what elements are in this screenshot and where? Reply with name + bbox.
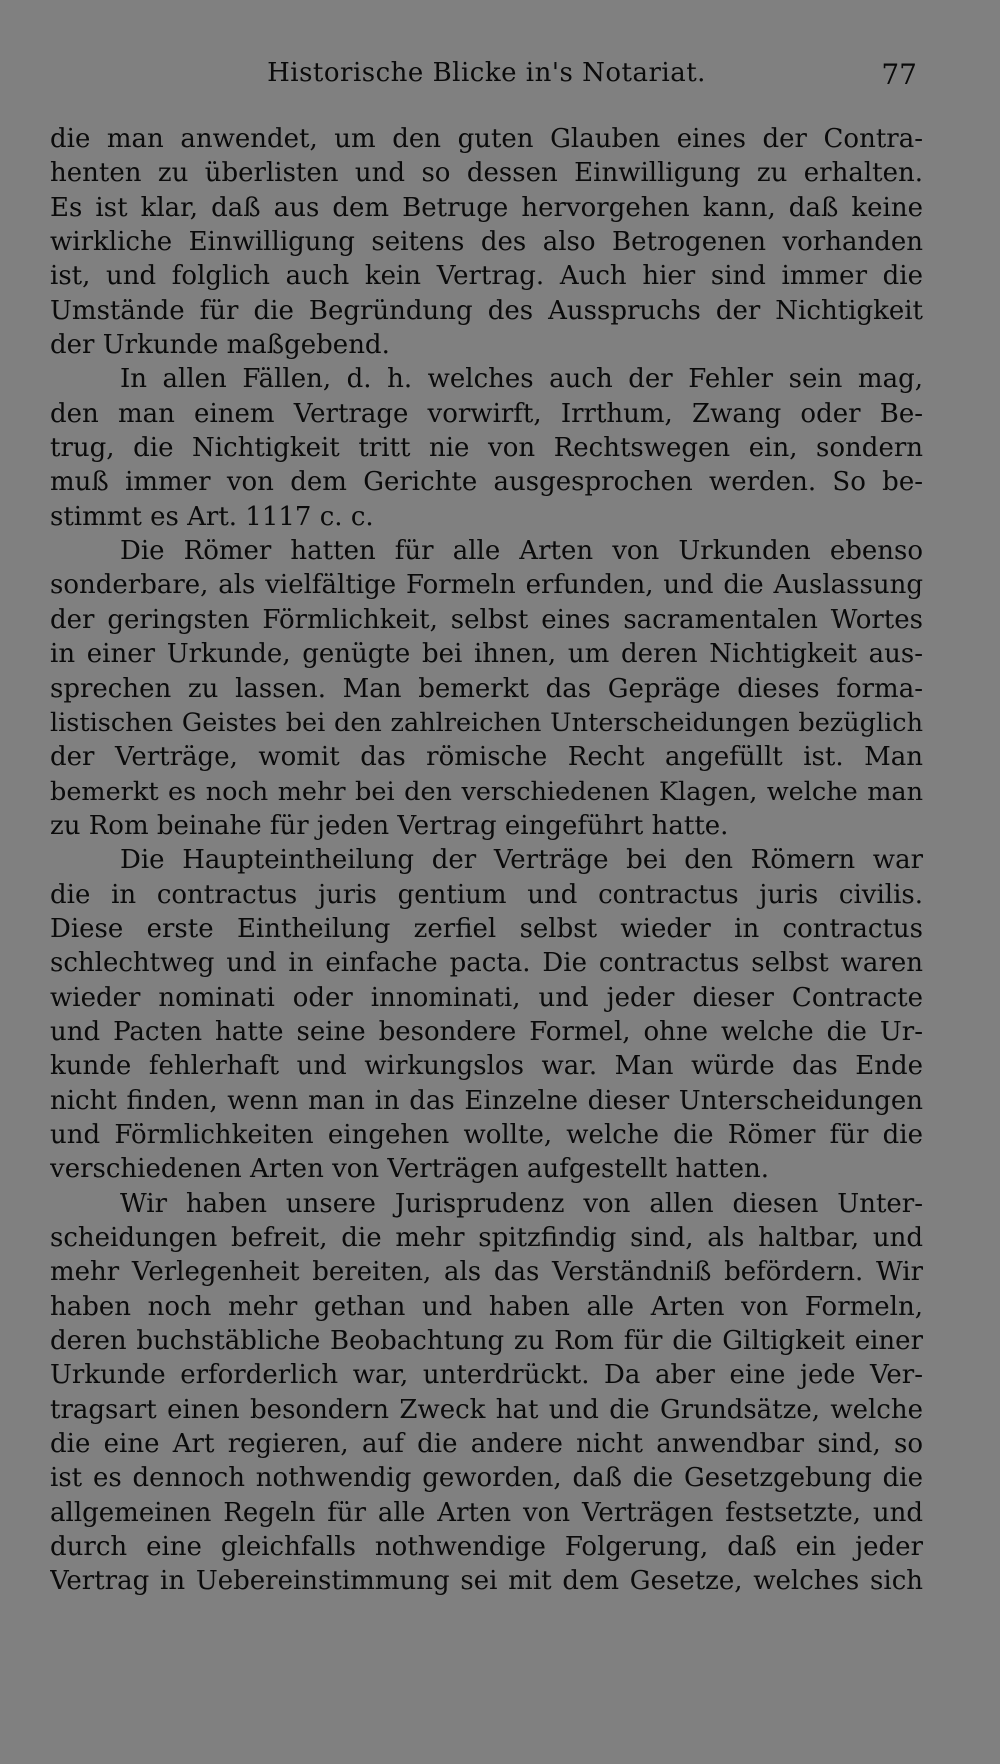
text-line: der Verträge, womit das römische Recht angefüllt ist. Man [50,742,923,773]
text-line: schlechtweg und in einfache pacta. Die contractus selbst waren [50,948,923,979]
text-line: durch eine gleichfalls nothwendige Folgerung, daß ein jeder [50,1532,923,1563]
text-line: bemerkt es noch mehr bei den verschiedenen Klagen, welche man [50,776,923,807]
text-line: listischen Geistes bei den zahlreichen Unterscheidungen bezüglich [50,707,923,738]
page-header [50,58,923,102]
text-line: ist, und folglich auch kein Vertrag. Auch hier sind immer die [50,261,923,292]
text-line: Es ist klar, daß aus dem Betruge hervorgehen kann, daß keine [50,192,923,223]
text-line: Die Haupteintheilung der Verträge bei den Römern war [120,845,923,876]
text-line: mehr Verlegenheit bereiten, als das Verständniß befördern. Wir [50,1257,923,1288]
body-text [50,122,923,1599]
text-line: Diese erste Eintheilung zerfiel selbst wieder in contractus [50,913,923,944]
text-line: Umstände für die Begründung des Ausspruchs der Nichtigkeit [50,295,923,326]
text-line: haben noch mehr gethan und haben alle Arten von Formeln, [50,1291,923,1322]
text-line: trug, die Nichtigkeit tritt nie von Rechtswegen ein, sondern [50,433,923,464]
text-line: tragsart einen besondern Zweck hat und die Grundsätze, welche [50,1394,923,1425]
text-line: verschiedenen Arten von Verträgen aufgestellt hatten. [50,1154,770,1185]
text-line: henten zu überlisten und so dessen Einwilligung zu erhalten. [50,158,923,189]
text-line: der geringsten Förmlichkeit, selbst eines sacramentalen Wortes [50,604,923,635]
text-line: die man anwendet, um den guten Glauben eines der Contra- [50,124,923,154]
text-line: und Förmlichkeiten eingehen wollte, welche die Römer für die [50,1119,923,1150]
text-line: der Urkunde maßgebend. [50,330,390,361]
text-line: zu Rom beinahe für jeden Vertrag eingeführt hatte. [50,810,729,841]
text-line: die in contractus juris gentium und contractus juris civilis. [50,879,923,910]
text-line: scheidungen befreit, die mehr spitzfindig sind, als haltbar, und [50,1223,923,1253]
text-line: den man einem Vertrage vorwirft, Irrthum, Zwang oder Be- [50,398,923,429]
text-line: die eine Art regieren, auf die andere nicht anwendbar sind, so [50,1429,923,1460]
text-line: Vertrag in Uebereinstimmung sei mit dem Gesetze, welches sich [50,1566,923,1597]
page-number: 77 [881,58,917,91]
text-line: allgemeinen Regeln für alle Arten von Verträgen festsetzte, und [50,1497,923,1528]
text-line: sprechen zu lassen. Man bemerkt das Gepräge dieses forma- [50,673,923,704]
text-line: deren buchstäbliche Beobachtung zu Rom für die Giltigkeit einer [50,1326,923,1357]
text-line: nicht finden, wenn man in das Einzelne dieser Unterscheidungen [50,1085,923,1116]
text-line: und Pacten hatte seine besondere Formel, ohne welche die Ur- [50,1016,923,1047]
running-title: Historische Blicke in's Notariat. [267,58,706,88]
text-line: Die Römer hatten für alle Arten von Urkunden ebenso [120,536,923,567]
book-page [50,58,923,1599]
text-line: in einer Urkunde, genügte bei ihnen, um deren Nichtigkeit aus- [50,639,923,670]
text-line: Urkunde erforderlich war, unterdrückt. Da aber eine jede Ver- [50,1360,923,1391]
text-line: muß immer von dem Gerichte ausgesprochen werden. So be- [50,467,923,498]
text-line: wieder nominati oder innominati, und jeder dieser Contracte [50,982,923,1013]
text-line: ist es dennoch nothwendig geworden, daß die Gesetzgebung die [50,1463,923,1494]
text-line: Wir haben unsere Jurisprudenz von allen diesen Unter- [120,1188,923,1219]
text-line: kunde fehlerhaft und wirkungslos war. Man würde das Ende [50,1051,923,1082]
text-line: In allen Fällen, d. h. welches auch der Fehler sein mag, [120,364,923,395]
text-line: stimmt es Art. 1117 c. c. [50,501,374,532]
text-line: wirkliche Einwilligung seitens des also Betrogenen vorhanden [50,227,923,258]
text-line: sonderbare, als vielfältige Formeln erfunden, und die Auslassung [50,570,923,601]
